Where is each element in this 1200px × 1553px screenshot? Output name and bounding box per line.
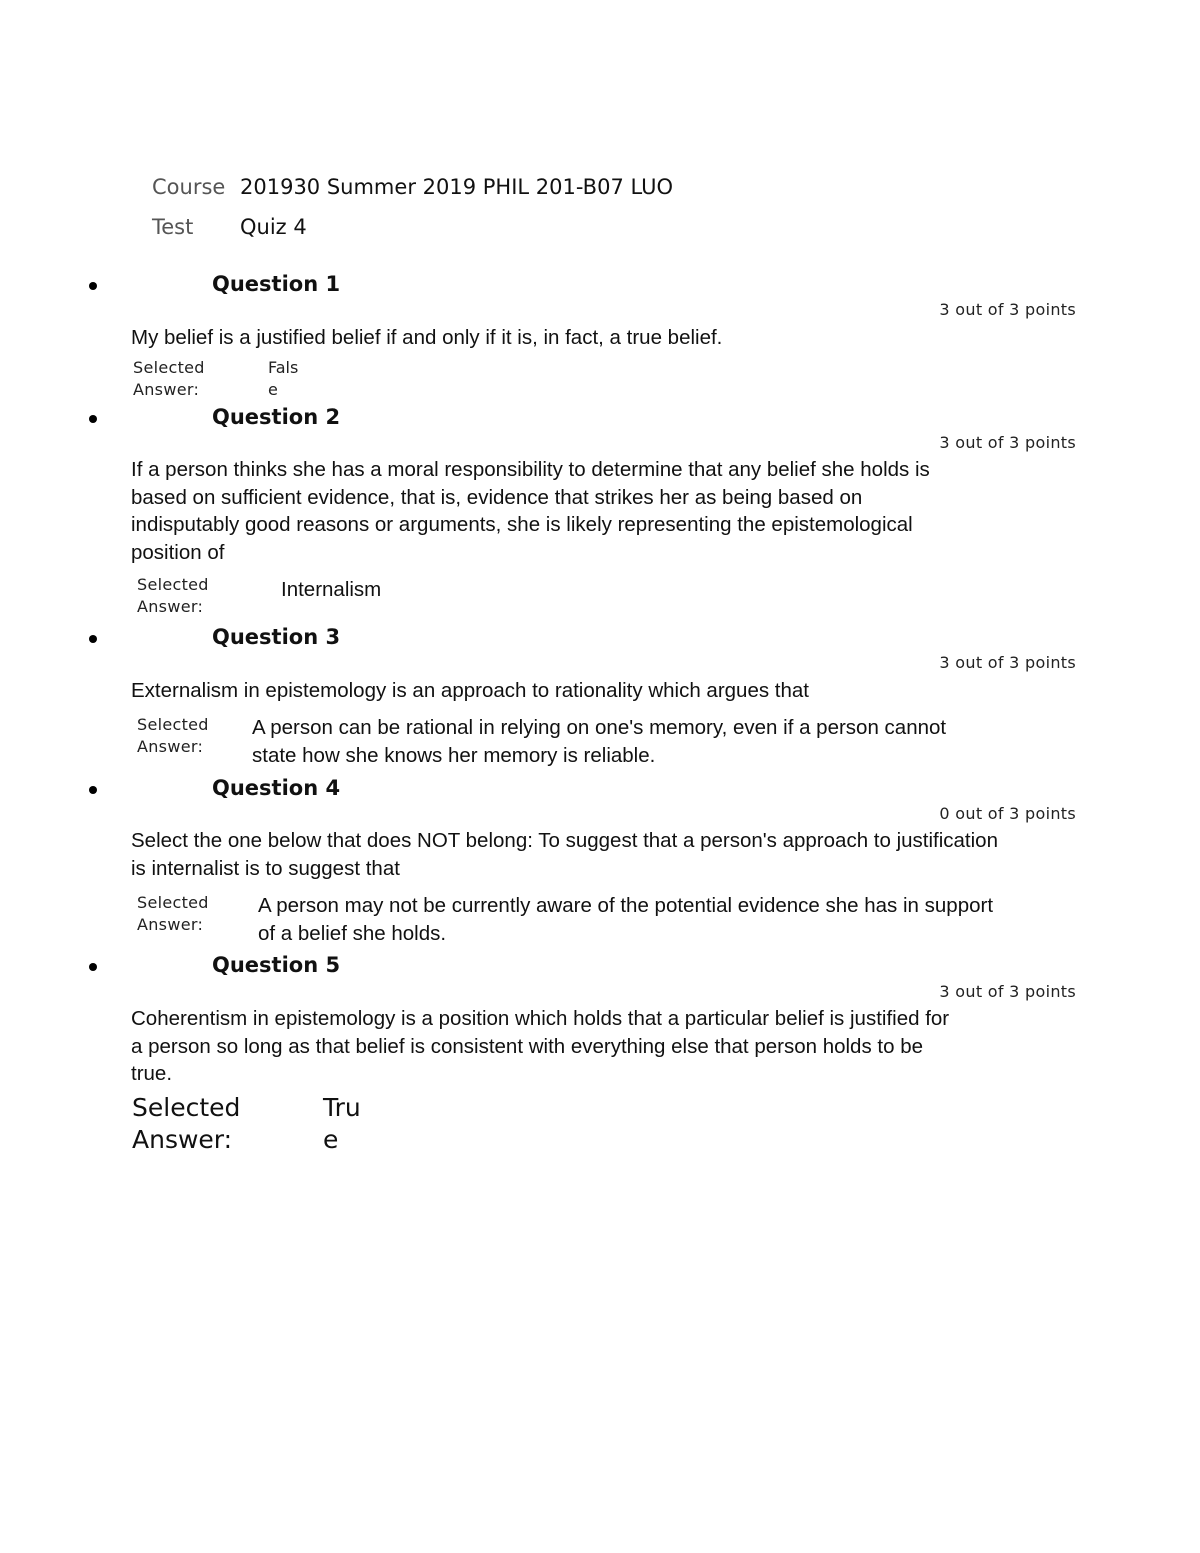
bullet-icon xyxy=(89,786,97,794)
question-points: 3 out of 3 points xyxy=(939,433,1076,452)
question-title: Question 3 xyxy=(212,625,341,649)
test-value: Quiz 4 xyxy=(240,215,307,239)
bullet-icon xyxy=(89,415,97,423)
selected-answer: A person can be rational in relying on one's memory, even if a person cannot state how she knows her memory is reliable. xyxy=(252,716,947,767)
selected-answer: A person may not be currently aware of the potential evidence she has in support of a belief she holds. xyxy=(258,894,994,945)
question-text: Select the one below that does NOT belong: To suggest that a person's approach to justification is internalist is to suggest that xyxy=(131,829,998,880)
question-points: 3 out of 3 points xyxy=(939,300,1076,319)
selected-answer: Internalism xyxy=(281,578,382,601)
question-points: 3 out of 3 points xyxy=(939,653,1076,672)
course-label: Course xyxy=(152,175,226,199)
question-points: 0 out of 3 points xyxy=(939,804,1076,823)
question-points: 3 out of 3 points xyxy=(939,982,1076,1001)
bullet-icon xyxy=(89,282,97,290)
bullet-icon xyxy=(89,963,97,971)
bullet-icon xyxy=(89,635,97,643)
question-title: Question 2 xyxy=(212,405,341,429)
question-text: If a person thinks she has a moral responsibility to determine that any belief she holds is based on sufficient evidence, that is, evidence that strikes her as being based on indisputably good reasons or arguments, she is likely representing the epistemological position of xyxy=(131,458,930,564)
question-title: Question 4 xyxy=(212,776,341,800)
course-value: 201930 Summer 2019 PHIL 201-B07 LUO xyxy=(240,175,674,199)
test-label: Test xyxy=(152,215,194,239)
selected-answer-label: Selected Answer: xyxy=(137,715,209,756)
question-text: My belief is a justified belief if and only if it is, in fact, a true belief. xyxy=(131,326,723,349)
selected-answer-label: Selected Answer: xyxy=(132,1093,241,1154)
question-title: Question 1 xyxy=(212,272,341,296)
selected-answer-label: Selected Answer: xyxy=(137,893,209,934)
question-text: Externalism in epistemology is an approach to rationality which argues that xyxy=(131,679,809,702)
selected-answer: True xyxy=(323,1093,361,1154)
question-text: Coherentism in epistemology is a position which holds that a particular belief is justified for a person so long as that belief is consistent with everything else that person holds to be true. xyxy=(131,1007,950,1085)
selected-answer-label: Selected Answer: xyxy=(133,358,205,399)
selected-answer-label: Selected Answer: xyxy=(137,575,209,616)
question-title: Question 5 xyxy=(212,953,341,977)
selected-answer: False xyxy=(268,358,299,399)
